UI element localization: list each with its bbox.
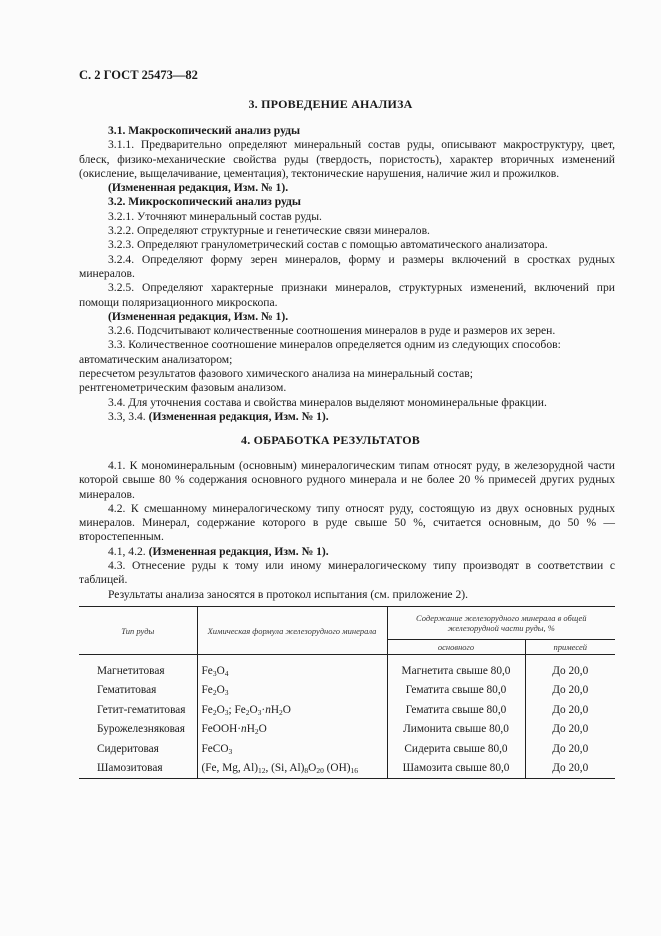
cell-main-content: Шамозита свыше 80,0 — [387, 759, 525, 779]
section-3-paragraph: (Измененная редакция, Изм. № 1). — [108, 309, 289, 323]
section-4-paragraph: 4.3. Отнесение руды к тому или иному минералогическому типу производят в соответствии с таблицей. — [79, 559, 615, 587]
section-3-paragraph: рентгенометрическим фазовым анализом. — [79, 381, 287, 395]
section-3-paragraph: пересчетом результатов фазового химического анализа на минеральный состав; — [79, 367, 473, 381]
table-row — [79, 720, 615, 740]
cell-formula: $Fe_2O_3$ — [197, 681, 387, 701]
cell-impurities: До 20,0 — [525, 739, 615, 759]
section-3-title: 3. ПРОВЕДЕНИЕ АНАЛИЗА — [248, 97, 413, 111]
th-impurities: примесей — [525, 640, 615, 655]
section-3-body — [79, 124, 615, 424]
section-3-paragraph: 3.2.3. Определяют гранулометрический состав с помощью автоматического анализатора. — [108, 238, 548, 252]
cell-impurities: До 20,0 — [525, 655, 615, 681]
cell-impurities: До 20,0 — [525, 759, 615, 779]
section-4-paragraph: 4.2. К смешанному минералогическому типу относят руду, состоящую из двух основных рудных минералов. Минерал, содержание которого в руде свыше 50 %, считается основным, до 50 % — второстепенным. — [79, 501, 615, 544]
th-formula: Химическая формула железорудного минерала — [197, 607, 387, 655]
cell-ore-type: Бурожелезняковая — [97, 723, 185, 736]
section-4-title: 4. ОБРАБОТКА РЕЗУЛЬТАТОВ — [241, 433, 420, 447]
section-3-paragraph: 3.3, 3.4. (Измененная редакция, Изм. № 1). — [108, 409, 329, 423]
section-3-paragraph: 3.1. Макроскопический анализ руды — [108, 124, 301, 137]
th-ore-type: Тип руды — [79, 607, 197, 655]
cell-formula: (Fe, Mg, $Al)_{12}$, (Si, $Al)_8O_{20}$ $(OH)_{16}$ — [197, 759, 387, 779]
section-4-paragraph: 4.1. К мономинеральным (основным) минералогическим типам относят руду, в железорудной части которой свыше 80 % содержания основного рудного минерала и не более 20 % примесей других рудных минералов. — [79, 459, 615, 501]
table-row — [79, 700, 615, 720]
section-4-paragraph: Результаты анализа заносятся в протокол испытания (см. приложение 2). — [108, 587, 469, 601]
section-3-paragraph: автоматическим анализатором; — [79, 352, 233, 366]
th-content-group: Содержание железорудного минерала в общей железорудной части руды, % — [387, 607, 615, 640]
cell-ore-type: Сидеритовая — [97, 742, 159, 755]
section-3-paragraph: 3.2.2. Определяют структурные и генетические связи минералов. — [108, 224, 430, 238]
table-row — [79, 739, 615, 759]
section-4-body — [79, 459, 615, 602]
cell-ore-type: Гетит-гематитовая — [97, 703, 186, 716]
cell-ore-type: Магнетитовая — [97, 664, 165, 677]
section-3-paragraph: 3.2.6. Подсчитывают количественные соотношения минералов в руде и размеров их зерен. — [108, 324, 556, 338]
cell-main-content: Лимонита свыше 80,0 — [387, 720, 525, 740]
table-row — [79, 759, 615, 779]
cell-formula: $Fe_3O_4$ — [197, 655, 387, 681]
cell-formula: $Fe_2O_3$; $Fe_2O_3\cdot nH_2O$ — [197, 700, 387, 720]
section-4-paragraph: 4.1, 4.2. (Измененная редакция, Изм. № 1). — [108, 544, 329, 558]
ore-type-table — [79, 606, 615, 779]
cell-impurities: До 20,0 — [525, 681, 615, 701]
cell-main-content: Сидерита свыше 80,0 — [387, 739, 525, 759]
table-row — [79, 681, 615, 701]
section-3-paragraph: 3.2. Микроскопический анализ руды — [108, 195, 301, 209]
section-3-paragraph: 3.3. Количественное соотношение минералов определяется одним из следующих способов: — [108, 338, 561, 352]
cell-main-content: Магнетита свыше 80,0 — [387, 655, 525, 681]
cell-main-content: Гематита свыше 80,0 — [387, 681, 525, 701]
th-main: основного — [387, 640, 525, 655]
cell-impurities: До 20,0 — [525, 700, 615, 720]
page-header: С. 2 ГОСТ 25473—82 — [79, 68, 198, 82]
cell-ore-type: Шамозитовая — [97, 762, 163, 775]
section-3-paragraph: 3.2.5. Определяют характерные признаки минералов, структурных изменений, включений при помощи поляризационного микроскопа. — [79, 281, 615, 309]
table-row — [79, 655, 615, 681]
cell-ore-type: Гематитовая — [97, 684, 157, 697]
section-3-paragraph: (Измененная редакция, Изм. № 1). — [108, 181, 289, 195]
section-3-paragraph: 3.2.1. Уточняют минеральный состав руды. — [108, 209, 322, 223]
cell-impurities: До 20,0 — [525, 720, 615, 740]
table-body — [79, 655, 615, 779]
section-3-paragraph: 3.4. Для уточнения состава и свойства минералов выделяют мономинеральные фракции. — [108, 395, 547, 409]
section-3-paragraph: 3.2.4. Определяют форму зерен минералов, форму и размеры включений в сростках рудных минералов. — [79, 252, 615, 280]
cell-formula: FeCO$_3$ — [197, 739, 387, 759]
section-3-paragraph: 3.1.1. Предварительно определяют минеральный состав руды, описывают макроструктуру, цвет, блеск, физико-механические свойства руды (твердость, пористость), характер вторичных изменений (окисление, выщелачивание, цементация), тектонические нарушения, наличие жил и прожилков. — [79, 138, 615, 180]
cell-main-content: Гематита свыше 80,0 — [387, 700, 525, 720]
cell-formula: $FeOOH\cdot nH_2O$ — [197, 720, 387, 740]
